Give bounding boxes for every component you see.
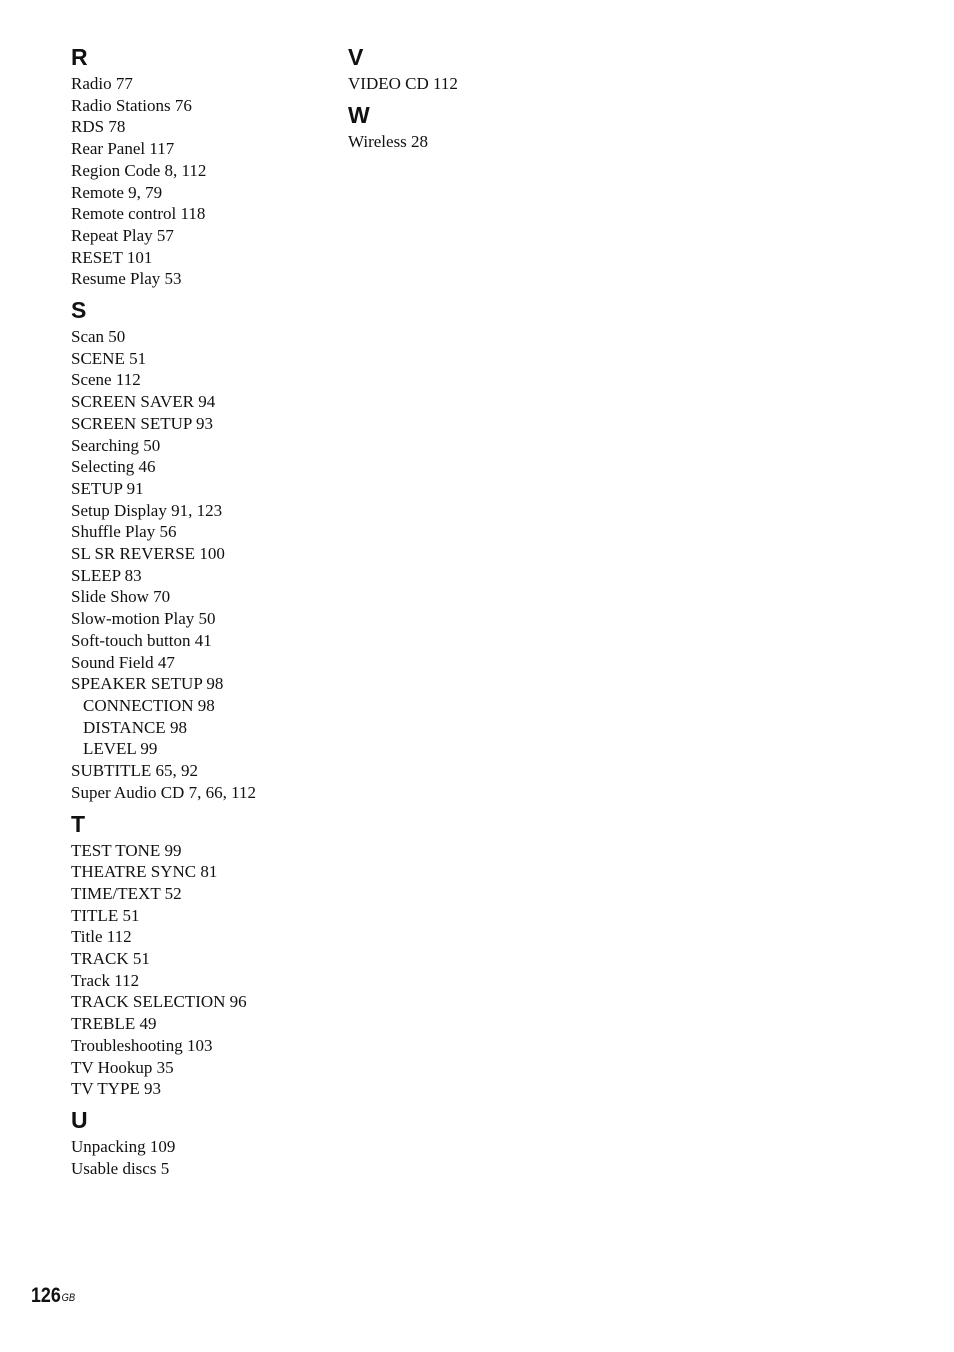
index-entry: TRACK SELECTION 96	[71, 992, 247, 1012]
index-entry: Troubleshooting 103	[71, 1035, 213, 1055]
index-subentry: LEVEL 99	[83, 739, 158, 759]
index-entry: SCREEN SETUP 93	[71, 413, 214, 433]
index-entry: SLEEP 83	[71, 565, 142, 585]
index-entry: Scan 50	[71, 327, 126, 347]
index-entry: THEATRE SYNC 81	[71, 862, 218, 882]
section-letter: S	[71, 297, 87, 324]
section-letter: W	[348, 101, 370, 128]
index-entry: Scene 112	[71, 370, 141, 390]
section-letter: R	[71, 44, 88, 70]
index-entry: TREBLE 49	[71, 1014, 157, 1034]
section-letter: V	[348, 44, 364, 70]
index-entry: Repeat Play 57	[71, 225, 174, 245]
index-entry: Slow-motion Play 50	[71, 609, 216, 629]
index-entry: Shuffle Play 56	[71, 522, 177, 542]
index-entry: TRACK 51	[71, 949, 150, 969]
index-column-left	[71, 43, 331, 1179]
page-number-value: 126	[31, 1284, 61, 1307]
index-entry: SPEAKER SETUP 98	[71, 674, 224, 694]
index-entry: Super Audio CD 7, 66, 112	[71, 782, 256, 802]
index-entry: Usable discs 5	[71, 1158, 170, 1178]
index-entry: Selecting 46	[71, 457, 156, 477]
index-section-v	[348, 43, 608, 95]
index-entry: Unpacking 109	[71, 1136, 176, 1156]
index-subentry: DISTANCE 98	[83, 717, 187, 737]
index-section-w	[348, 101, 608, 153]
index-entry: Wireless 28	[348, 131, 429, 151]
index-entry: SCREEN SAVER 94	[71, 392, 216, 412]
index-column-right	[348, 43, 608, 152]
index-entry: SCENE 51	[71, 348, 147, 368]
index-section-u	[71, 1106, 331, 1179]
index-entry: SUBTITLE 65, 92	[71, 761, 199, 781]
index-entry: Remote 9, 79	[71, 182, 163, 202]
index-section-s	[71, 296, 331, 803]
page-number	[31, 1282, 75, 1310]
index-entry: Soft-touch button 41	[71, 630, 212, 650]
index-entry: SETUP 91	[71, 478, 144, 498]
index-entry: Sound Field 47	[71, 652, 175, 672]
index-entry: Title 112	[71, 927, 132, 947]
index-entry: TITLE 51	[71, 905, 140, 925]
index-entry: Setup Display 91, 123	[71, 500, 223, 520]
index-entry: RESET 101	[71, 247, 153, 267]
index-entry: Radio 77	[71, 74, 133, 93]
index-entry: Track 112	[71, 970, 140, 990]
index-subentry: CONNECTION 98	[83, 695, 215, 715]
index-entry: SL SR REVERSE 100	[71, 544, 225, 564]
index-entry: Remote control 118	[71, 204, 206, 224]
index-entry: Slide Show 70	[71, 587, 171, 607]
index-entry: Region Code 8, 112	[71, 160, 207, 180]
index-entry: RDS 78	[71, 117, 126, 137]
page-number-suffix: GB	[61, 1292, 76, 1304]
index-entry: VIDEO CD 112	[348, 74, 458, 93]
index-section-t	[71, 810, 331, 1100]
index-section-r	[71, 43, 331, 290]
index-entry: Resume Play 53	[71, 269, 182, 289]
index-entry: TEST TONE 99	[71, 840, 182, 860]
index-entry: Radio Stations 76	[71, 95, 192, 115]
section-letter: U	[71, 1106, 88, 1133]
index-entry: TV TYPE 93	[71, 1079, 162, 1099]
section-letter: T	[71, 810, 86, 837]
index-entry: Searching 50	[71, 435, 161, 455]
index-entry: TIME/TEXT 52	[71, 883, 182, 903]
index-entry: Rear Panel 117	[71, 139, 175, 159]
index-entry: TV Hookup 35	[71, 1057, 174, 1077]
